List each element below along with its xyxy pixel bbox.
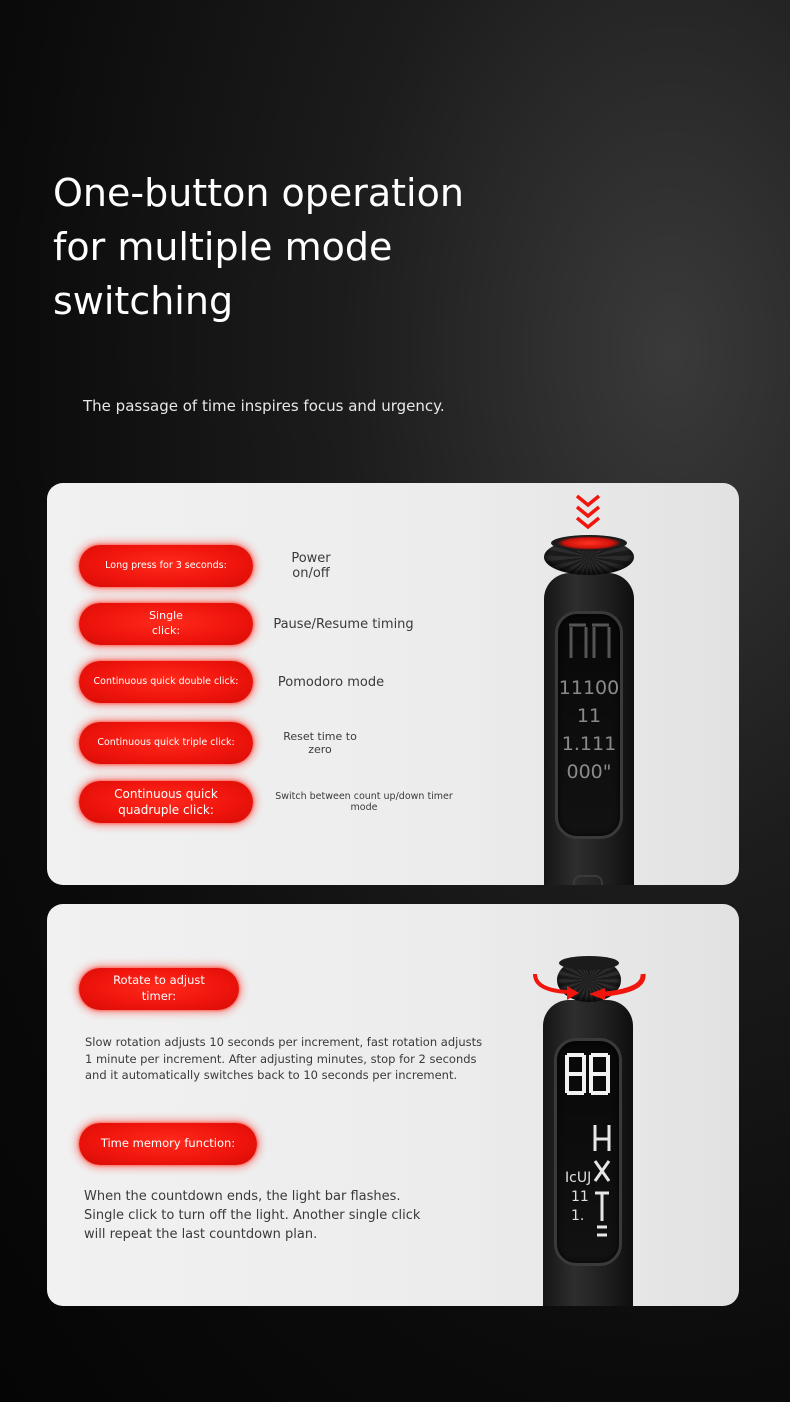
seven-segment-digits-icon <box>566 622 612 662</box>
display-screen <box>555 611 623 839</box>
time-memory-description: When the countdown ends, the light bar flashes. Single click to turn off the light. Another single click will repeat the last countdown plan. <box>84 1189 421 1242</box>
button-operation-panel <box>47 483 739 885</box>
display2-line-3: 1. <box>571 1208 585 1224</box>
timer-device-pressed <box>537 533 647 885</box>
rotated-digits-icon <box>591 1121 613 1241</box>
triple-click-pill: Continuous quick triple click: <box>79 722 253 764</box>
display2-line-1: IcUJ <box>565 1170 592 1186</box>
rotate-arrow-icon <box>527 960 651 1000</box>
page-headline: One-button operation for multiple mode switching <box>53 171 464 323</box>
display-line-2: 11 <box>576 705 602 727</box>
quadruple-click-pill <box>79 781 253 823</box>
display-screen-2 <box>554 1038 622 1266</box>
single-click-pill-text: Single click: <box>149 609 183 637</box>
double-click-pill: Continuous quick double click: <box>79 661 253 703</box>
press-down-arrows-icon <box>574 493 602 531</box>
display-line-1: 11100 <box>558 677 620 699</box>
page-subtitle: The passage of time inspires focus and urgency. <box>83 397 445 415</box>
device-button-icon <box>573 875 603 885</box>
reset-time-label: Reset time to zero <box>283 730 357 756</box>
timer-device-rotating <box>525 952 655 1306</box>
pomodoro-mode-label: Pomodoro mode <box>277 674 385 690</box>
rotation-memory-panel <box>47 904 739 1306</box>
single-click-pill <box>79 603 253 645</box>
long-press-pill: Long press for 3 seconds: <box>79 545 253 587</box>
quadruple-click-pill-text: Continuous quick quadruple click: <box>114 786 218 817</box>
display-line-3: 1.111 <box>561 733 617 755</box>
time-memory-pill: Time memory function: <box>79 1123 257 1165</box>
rotate-adjust-pill-text: Rotate to adjust timer: <box>113 973 205 1003</box>
count-up-down-label: Switch between count up/down timer mode <box>275 791 453 813</box>
seven-segment-bright-digits-icon <box>563 1051 613 1099</box>
display2-line-2: 11 <box>571 1189 589 1205</box>
display-line-4: 000" <box>566 761 612 783</box>
rotate-adjust-pill <box>79 968 239 1010</box>
rotate-adjust-description: Slow rotation adjusts 10 seconds per increment, fast rotation adjusts 1 minute per increment. After adjusting minutes, stop for 2 seconds and it automatically switches back to 10 seconds per increment. <box>85 1035 483 1083</box>
pause-resume-label: Pause/Resume timing <box>273 616 414 632</box>
power-on-off-label: Power on/off <box>291 551 331 581</box>
